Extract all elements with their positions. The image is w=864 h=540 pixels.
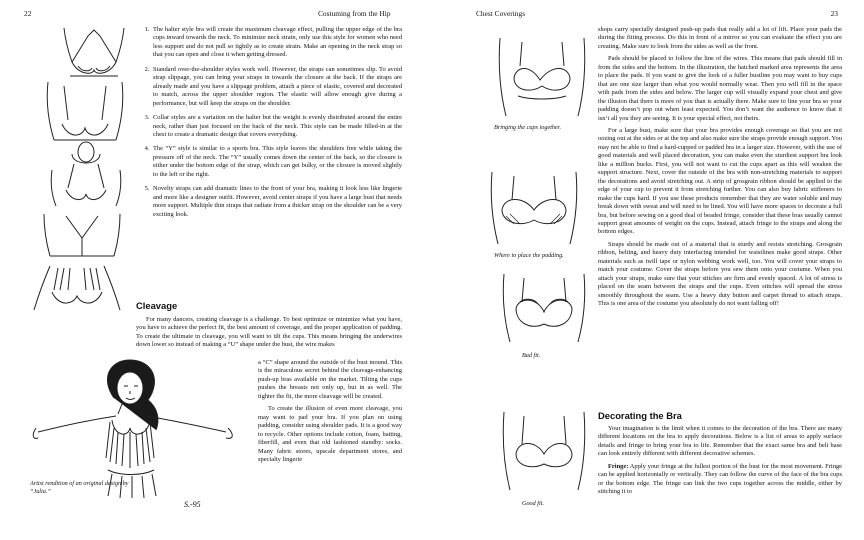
decorating-text [598, 425, 842, 501]
list-item-collar: 3. Collar styles are a variation on the halter but the weight is evenly distributed around the entire neck, rather than just focused on the back of the neck. This style can be made filled-in at the chest to create a dramatic design that covers everything. [151, 114, 402, 139]
halter-strap-illustration [52, 26, 136, 82]
collar-strap-illustration [42, 140, 130, 210]
running-head: Chest Coverings [476, 9, 526, 18]
right-page-body [598, 26, 842, 313]
paragraph-straps: Straps should be made out of a material that is sturdy and resists stretching. Grosgrain ribbon, belting, and heavy duty interfacing intended for waistlines make good straps. Other materials such as twill tape or nylon webbing work well, too. You will cover your straps to match your costume. Cover the straps before you sew them onto your costume. When you attach your straps, make sure that your stitches are firm and evenly spaced. A lot of stress is placed on the seam between the straps and the cups. Even stitches will spread the stress smoothly throughout the seam. Use a heavy duty button and carpet thread to attach straps. This is one area of the costume you absolutely do not want falling off! [598, 240, 842, 308]
artist-signature: S.-95 [184, 500, 201, 509]
paragraph-fringe: Fringe: Apply your fringe at the fullest portion of the bust for the most movement. Fringe can be applied horizontally or vertically. They can follow the curve of the face of the bra cups or the bottom edge. The fringe can link the two cups together across the middle, either by stitching it to [598, 462, 842, 496]
list-item-novelty: 5. Novelty straps can add dramatic lines to the front of your bra, making it look less like lingerie and more like a designer outfit. However, avoid center straps if you have a large bust that needs more support. Multiple thin straps that radiate from a thicker strap on the shoulder can be a very exciting look. [151, 185, 402, 219]
caption-padding: Where to place the padding. [494, 252, 564, 259]
list-item-y-style: 4. The “Y” style is similar to a sports bra. This style leaves the shoulders free while taking the pressure off of the neck. The “Y” usually comes down the center of the back, so the closure is either under the bottom edge of the strap, which can get bulky, or the closure is moved slightly to the left or the right. [151, 145, 402, 179]
y-strap-illustration [36, 212, 128, 260]
list-item-shoulder: 2. Standard over-the-shoulder styles work well. However, the straps can sometimes slip. To avoid strap slippage, you can bring your straps in towards the closure at the back. If the straps are already made and you have a slippage problem, attach a piece of elastic, covered and decorated to match, across the upper shoulder region. The elastic will allow enough give during a performance, but will keep the straps on the shoulder. [151, 66, 402, 108]
paragraph-large-bust: For a large bust, make sure that your bra provides enough coverage so that you are not oozing out at the sides or at the top and also make sure the straps provide enough support. You may not be able to find a hard-cupped or padded bra in a larger size. However, with the use of good materials and well placed decoration, you can make even the sturdiest support bra look like a million bucks. First, you will not want to cut the cups apart as this will weaken the support structure. Next, cover the outside of the bra with non-stretching materials to support the decorations and avoid stretching out. A strip of grosgrain ribbon should be applied to the edge of your cup to prevent it from stretching further. You can also buy fabric stiffeners to make the cups hard. If you use these products remember that they are water soluble and may break down with sweat and will need to be lined. You will have more spaces to decorate a full bra, but before sewing on a good deal of beaded fringe, consider that these bras usually cannot support great amounts of weight on the cups. Instead, attach fringe to the straps and along the bottom edges. [598, 126, 842, 236]
caption-good-fit: Good fit. [522, 500, 545, 507]
cleavage-paragraph-continued: a “C” shape around the outside of the bust mound. This is the miraculous secret behind the cleavage-enhancing push-up bras available on the market. Tilting the cups pushes the breasts not only up, but in as well. The tighter the fit, the more cleavage will be created. To create the illusion of even more cleavage, you may want to pad your bra. If you plan on using padding, consider using shoulder pads. It is a good way to recycle. Other options include cotton, foam, batting, fiberfill, and even that old fashioned standby: socks. Many fabric stores, upscale department stores, and specialty lingerie [258, 359, 402, 463]
bra-good-fit-illustration [498, 410, 590, 494]
bra-cups-together-illustration [494, 36, 590, 120]
right-page [432, 0, 864, 540]
paragraph-pad-placement: Pads should be placed to follow the line of the wires. This means that pads should fill in from the sides and the bottom. In the illustration, the hatched marked area represents the area to place the pads. If you want to give the look of a fuller bustline you may want to buy cups that are one size larger than what you would normally wear. Then you will fill in the space with pads from the sides and below. The larger cup will visually expand your chest and give the illusion that there is more of you than is actually there. Make sure to line your bra so your padding doesn’t pop out when least expected. You don’t want the audience to know that it isn’t all you they are seeing. It is your special effect, not theirs. [598, 55, 842, 122]
dancer-illustration [30, 358, 250, 500]
strap-style-list [136, 26, 402, 225]
artist-caption: Artist rendition of an original design by “Julia.” [30, 480, 129, 495]
page-number: 23 [830, 9, 838, 18]
bra-bad-fit-illustration [498, 272, 590, 346]
caption-bad-fit: Bad fit. [522, 352, 541, 359]
cleavage-paragraph: For many dancers, creating cleavage is a challenge. To best optimize or minimize what you have, you have to achieve the perfect fit, the best amount of coverage, and the proper application of padding. To create the ultimate in cleavage, you will want to tilt the cups. This means bringing the underwires down lower so instead of making a “U” shape under the bust, the wire makes [136, 316, 402, 349]
caption-cups-together: Bringing the cups together. [494, 124, 562, 131]
paragraph-decorating: Your imagination is the limit when it comes to the decoration of the bra. There are many different locations on the bra to apply decorations. Below is a list of areas to apply surface details and fringe to bring your bra to life. Remember that the exact same bra and belt base can look entirely different with different decorative schemes. [598, 425, 842, 458]
list-item-halter: 1. The halter style bra will create the maximum cleavage effect, pulling the upper edge of the bra cups inward towards the neck. To minimize neck strain, only use this style for women who need less support and do not pull so tightly as to create strain. Make an opening in the neck strap so that you can open and close it when getting dressed. [151, 26, 402, 60]
bra-padding-illustration [484, 170, 584, 248]
page-number: 22 [24, 9, 32, 18]
novelty-strap-illustration [30, 260, 124, 316]
paragraph-pushup-pads: shops carry specially designed push-up pads that really add a lot of lift. Place your pads the during the fitting process. Do this in front of a mirror so you can evaluate the effect you are creating. Make sure to look from the sides as well as the front. [598, 26, 842, 50]
section-heading-cleavage: Cleavage [136, 300, 178, 311]
section-heading-decorating: Decorating the Bra [598, 410, 682, 421]
running-head: Costuming from the Hip [318, 9, 391, 18]
